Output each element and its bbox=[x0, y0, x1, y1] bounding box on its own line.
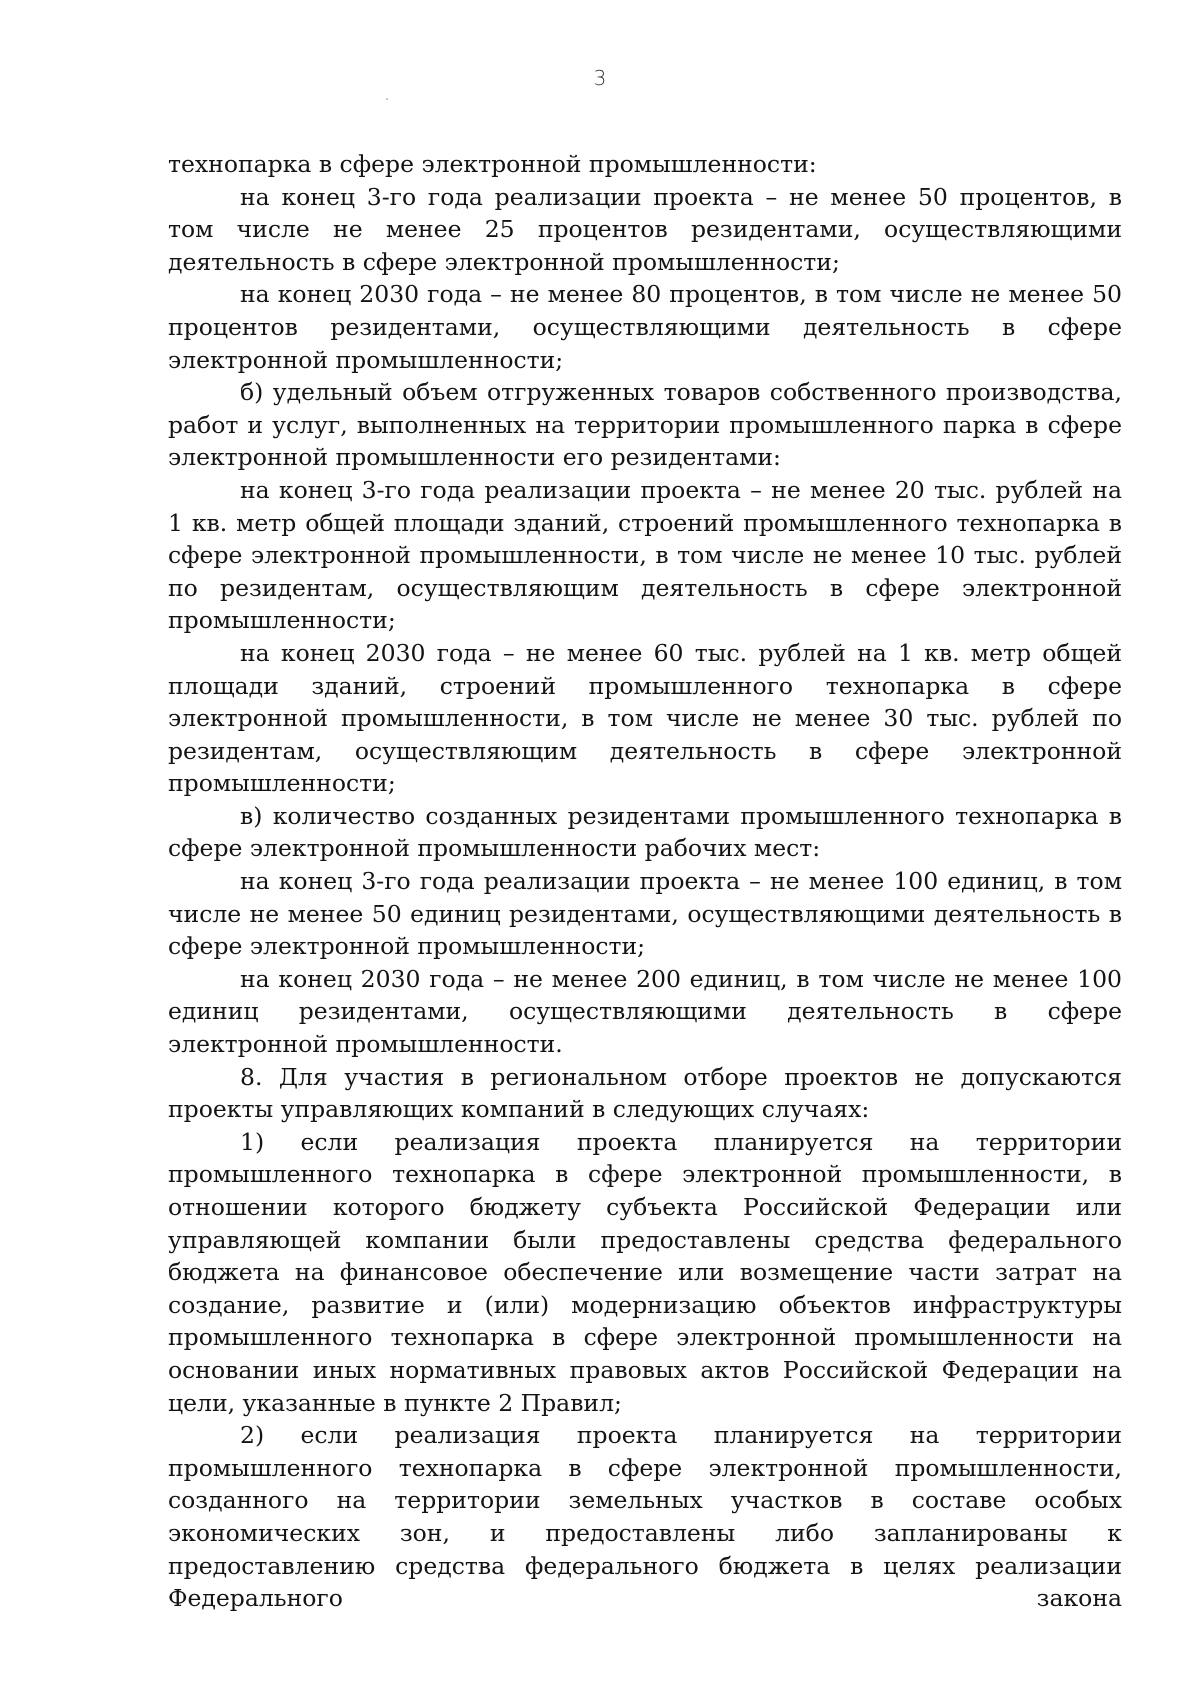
paragraph-target-2030-volume: на конец 2030 года – не менее 60 тыс. рублей на 1 кв. метр общей площади зданий, строений промышленного технопарка в сфере электронной промышленности, в том числе не менее 30 тыс. рублей по резидентам, осуществляющим деятельность в сфере электронной промышленности; bbox=[168, 638, 1122, 798]
paragraph-target-3rd-year-area: на конец 3-го года реализации проекта – не менее 50 процентов, в том числе не менее 25 процентов резидентами, осуществляющими деятельность в сфере электронной промышленности; bbox=[168, 182, 1122, 276]
paragraph-8-exclusions: 8. Для участия в региональном отборе проектов не допускаются проекты управляющих компаний в следующих случаях: bbox=[168, 1062, 1122, 1124]
paragraph-exclusion-1: 1) если реализация проекта планируется на территории промышленного технопарка в сфере электронной промышленности, в отношении которого бюджету субъекта Российской Федерации или управляющей компании были предоставлены средства федерального бюджета на финансовое обеспечение или возмещение части затрат на создание, развитие и (или) модернизацию объектов инфраструктуры промышленного технопарка в сфере электронной промышленности на основании иных нормативных правовых актов Российской Федерации на цели, указанные в пункте 2 Правил; bbox=[168, 1127, 1122, 1417]
paragraph-continuation: технопарка в сфере электронной промышленности: bbox=[168, 150, 817, 178]
paragraph-exclusion-2: 2) если реализация проекта планируется на территории промышленного технопарка в сфере электронной промышленности, созданного на территории земельных участков в составе особых экономических зон, и предоставлены либо запланированы к предоставлению средства федерального бюджета в целях реализации Федерального закона bbox=[168, 1421, 1122, 1613]
page-number: 3 bbox=[593, 66, 607, 90]
scan-artifact-dot bbox=[386, 98, 388, 100]
paragraph-target-3rd-year-jobs: на конец 3-го года реализации проекта – не менее 100 единиц, в том числе не менее 50 единиц резидентами, осуществляющими деятельность в сфере электронной промышленности; bbox=[168, 867, 1122, 961]
paragraph-target-2030-jobs: на конец 2030 года – не менее 200 единиц, в том числе не менее 100 единиц резидентами, осуществляющими деятельность в сфере электронной промышленности. bbox=[168, 964, 1122, 1059]
paragraph-b-shipped-goods: б) удельный объем отгруженных товаров собственного производства, работ и услуг, выполненных на территории промышленного парка в сфере электронной промышленности его резидентами: bbox=[168, 378, 1122, 472]
paragraph-target-2030-area: на конец 2030 года – не менее 80 процентов, в том числе не менее 50 процентов резидентами, осуществляющими деятельность в сфере электронной промышленности; bbox=[168, 280, 1122, 374]
paragraph-target-3rd-year-volume: на конец 3-го года реализации проекта – не менее 20 тыс. рублей на 1 кв. метр общей площади зданий, строений промышленного технопарка в сфере электронной промышленности, в том числе не менее 10 тыс. рублей по резидентам, осуществляющим деятельность в сфере электронной промышленности; bbox=[168, 475, 1122, 635]
document-body bbox=[168, 148, 1122, 1615]
paragraph-v-jobs: в) количество созданных резидентами промышленного технопарка в сфере электронной промышленности рабочих мест: bbox=[168, 801, 1122, 863]
